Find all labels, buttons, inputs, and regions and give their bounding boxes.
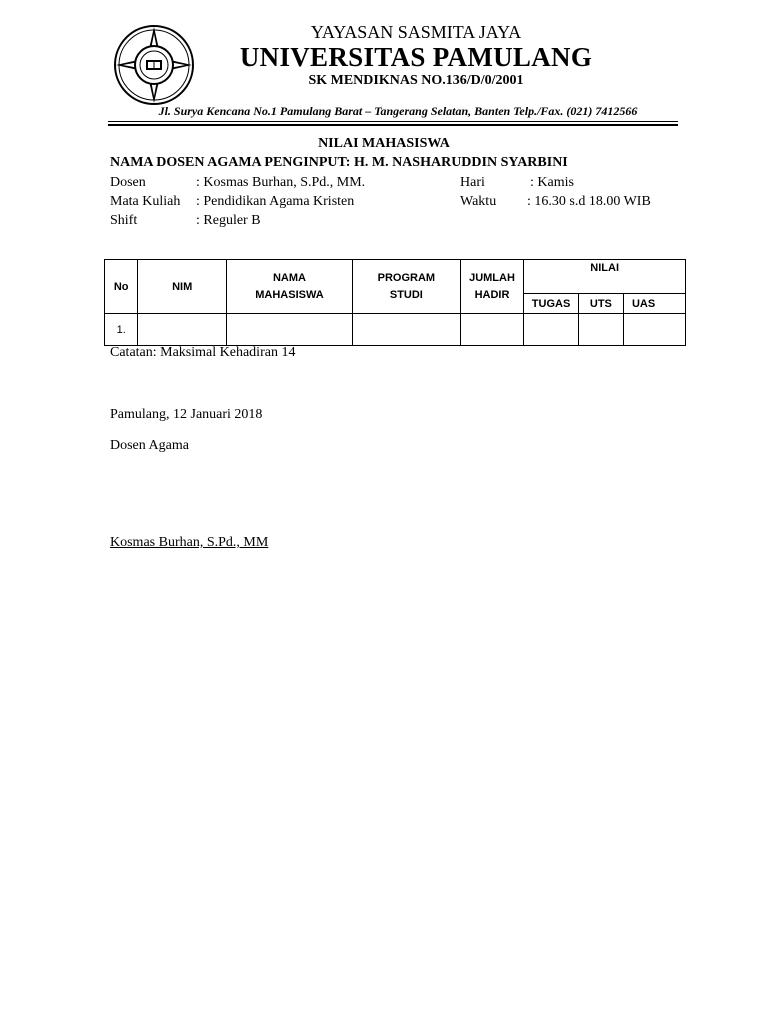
university-name: UNIVERSITAS PAMULANG bbox=[239, 42, 593, 72]
document-title: NILAI MAHASISWA bbox=[318, 136, 450, 151]
col-nim: NIM bbox=[138, 260, 227, 314]
info-shift-label: Shift bbox=[110, 213, 138, 228]
signer-name: Kosmas Burhan, S.Pd., MM bbox=[110, 535, 269, 550]
grades-table bbox=[104, 259, 686, 346]
university-address: Jl. Surya Kencana No.1 Pamulang Barat – Tangerang Selatan, Banten Telp./Fax. (021) 7412566 bbox=[158, 104, 638, 118]
info-dosen-value: : Kosmas Burhan, S.Pd., MM. bbox=[196, 175, 366, 190]
col-nama-mahasiswa-label: NAMA MAHASISWA bbox=[255, 271, 324, 301]
cell-program bbox=[353, 314, 461, 346]
info-shift-value: : Reguler B bbox=[196, 213, 261, 228]
col-nama-mahasiswa bbox=[226, 260, 352, 314]
col-uts: UTS bbox=[578, 294, 623, 314]
col-jumlah-hadir bbox=[460, 260, 524, 314]
info-matkul-label: Mata Kuliah bbox=[110, 194, 181, 209]
place-date: Pamulang, 12 Januari 2018 bbox=[110, 407, 263, 422]
col-no: No bbox=[105, 260, 138, 314]
info-matkul-value: : Pendidikan Agama Kristen bbox=[196, 194, 355, 209]
info-dosen-label: Dosen bbox=[110, 175, 146, 190]
info-waktu-value: : 16.30 s.d 18.00 WIB bbox=[527, 194, 651, 209]
cell-uts bbox=[578, 314, 623, 346]
col-jumlah-hadir-label: JUMLAH HADIR bbox=[469, 271, 515, 301]
table-row bbox=[105, 314, 686, 346]
header-divider bbox=[108, 121, 678, 122]
foundation-name: YAYASAN SASMITA JAYA bbox=[310, 22, 522, 42]
header-divider-thick bbox=[108, 124, 678, 126]
info-waktu-label: Waktu bbox=[460, 194, 497, 209]
col-tugas: TUGAS bbox=[524, 294, 578, 314]
input-lecturer-line: NAMA DOSEN AGAMA PENGINPUT: H. M. NASHARUDDIN SYARBINI bbox=[110, 155, 568, 170]
cell-nim bbox=[138, 314, 227, 346]
cell-no: 1. bbox=[105, 314, 138, 346]
attendance-note: Catatan: Maksimal Kehadiran 14 bbox=[110, 345, 296, 360]
cell-jumlah bbox=[460, 314, 524, 346]
decree-number: SK MENDIKNAS NO.136/D/0/2001 bbox=[308, 73, 524, 88]
cell-tugas bbox=[524, 314, 578, 346]
cell-uas bbox=[623, 314, 685, 346]
info-hari-label: Hari bbox=[460, 175, 485, 190]
col-nilai: NILAI bbox=[524, 260, 686, 294]
col-uas: UAS bbox=[623, 294, 685, 314]
col-program-studi-label: PROGRAM STUDI bbox=[377, 271, 436, 301]
col-program-studi bbox=[353, 260, 461, 314]
signer-role: Dosen Agama bbox=[110, 438, 189, 453]
info-hari-value: : Kamis bbox=[530, 175, 574, 190]
cell-nama bbox=[226, 314, 352, 346]
